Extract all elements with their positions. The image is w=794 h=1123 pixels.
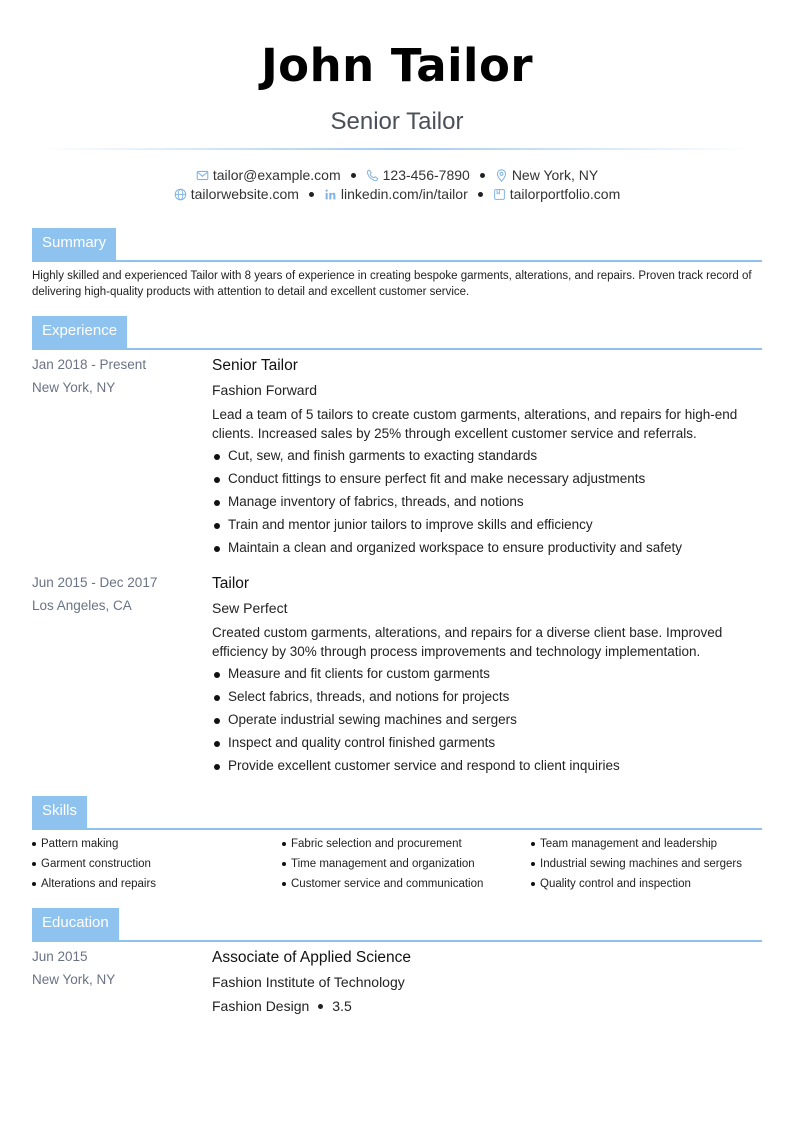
skill-item: Alterations and repairs — [32, 874, 156, 894]
education-location: New York, NY — [32, 972, 116, 987]
location-text: New York, NY — [511, 167, 599, 183]
job-bullets — [212, 444, 682, 559]
globe-icon — [174, 188, 187, 201]
separator-dot — [351, 173, 356, 178]
job-dates: Jun 2015 - Dec 2017 — [32, 575, 158, 590]
job-bullet: Cut, sew, and finish garments to exacting standards — [212, 444, 682, 467]
skills-column — [282, 834, 483, 894]
job-dates: Jan 2018 - Present — [32, 357, 147, 372]
job-bullet: Train and mentor junior tailors to improve skills and efficiency — [212, 513, 682, 536]
candidate-title: Senior Tailor — [330, 108, 464, 135]
skill-item: Pattern making — [32, 834, 156, 854]
education-gpa: 3.5 — [332, 998, 352, 1014]
header-divider — [40, 148, 754, 150]
education-field: Fashion Design — [212, 998, 310, 1014]
job-bullet: Provide excellent customer service and respond to client inquiries — [212, 754, 620, 777]
job-description: Lead a team of 5 tailors to create custom garments, alterations, and repairs for high-end clients. Increased sales by 25% through excellent customer service and referrals. — [212, 407, 738, 441]
contact-phone[interactable] — [366, 167, 470, 183]
candidate-name: John Tailor — [260, 39, 534, 92]
job-bullet: Conduct fittings to ensure perfect fit and make necessary adjustments — [212, 467, 682, 490]
experience-section-header — [32, 316, 762, 350]
job-bullet: Select fabrics, threads, and notions for projects — [212, 685, 620, 708]
phone-text: 123-456-7890 — [382, 167, 470, 183]
portfolio-text: tailorportfolio.com — [509, 186, 621, 202]
separator-dot — [318, 1004, 323, 1009]
separator-dot — [478, 192, 483, 197]
education-school: Fashion Institute of Technology — [212, 974, 405, 990]
email-text: tailor@example.com — [212, 167, 341, 183]
contact-portfolio[interactable] — [493, 186, 621, 202]
skill-item: Team management and leadership — [531, 834, 742, 854]
contact-email[interactable] — [196, 167, 341, 183]
summary-text: Highly skilled and experienced Tailor with 8 years of experience in creating bespoke garments, alterations, and repairs. Proven track record of delivering high-quality products with attention to detail and excellent customer service. — [32, 270, 752, 298]
skill-item: Industrial sewing machines and sergers — [531, 854, 742, 874]
skill-item: Time management and organization — [282, 854, 483, 874]
linkedin-icon — [324, 188, 337, 201]
contact-line-1 — [0, 166, 794, 184]
job-company: Fashion Forward — [212, 382, 318, 398]
job-description: Created custom garments, alterations, and repairs for a diverse client base. Improved efficiency by 30% through process improvements and technology implementation. — [212, 625, 723, 659]
job-location: New York, NY — [32, 380, 116, 395]
job-company: Sew Perfect — [212, 600, 288, 616]
contact-line-2 — [0, 185, 794, 203]
skill-item: Garment construction — [32, 854, 156, 874]
job-role: Tailor — [212, 575, 250, 592]
skills-column — [32, 834, 156, 894]
job-role: Senior Tailor — [212, 357, 298, 374]
linkedin-text: linkedin.com/in/tailor — [340, 186, 468, 202]
skills-heading: Skills — [32, 796, 87, 828]
job-location: Los Angeles, CA — [32, 598, 132, 613]
job-bullet: Maintain a clean and organized workspace to ensure productivity and safety — [212, 536, 682, 559]
website-text: tailorwebsite.com — [190, 186, 299, 202]
job-bullet: Measure and fit clients for custom garments — [212, 662, 620, 685]
skill-item: Quality control and inspection — [531, 874, 742, 894]
job-bullet: Inspect and quality control finished garments — [212, 731, 620, 754]
summary-section-header — [32, 228, 762, 262]
location-pin-icon — [495, 169, 508, 182]
job-bullets — [212, 662, 620, 777]
job-bullet: Operate industrial sewing machines and sergers — [212, 708, 620, 731]
education-heading: Education — [32, 908, 119, 940]
skill-item: Customer service and communication — [282, 874, 483, 894]
skills-column — [531, 834, 742, 894]
education-degree: Associate of Applied Science — [212, 949, 412, 966]
phone-icon — [366, 169, 379, 182]
skills-section-header — [32, 796, 762, 830]
contact-location — [495, 167, 598, 183]
contact-website[interactable] — [174, 186, 299, 202]
separator-dot — [309, 192, 314, 197]
education-section-header — [32, 908, 762, 942]
separator-dot — [480, 173, 485, 178]
skill-item: Fabric selection and procurement — [282, 834, 483, 854]
education-details — [212, 996, 352, 1016]
summary-heading: Summary — [32, 228, 116, 260]
mail-icon — [196, 169, 209, 182]
education-date: Jun 2015 — [32, 949, 88, 964]
job-bullet: Manage inventory of fabrics, threads, and notions — [212, 490, 682, 513]
experience-heading: Experience — [32, 316, 127, 348]
portfolio-icon — [493, 188, 506, 201]
contact-linkedin[interactable] — [324, 186, 468, 202]
